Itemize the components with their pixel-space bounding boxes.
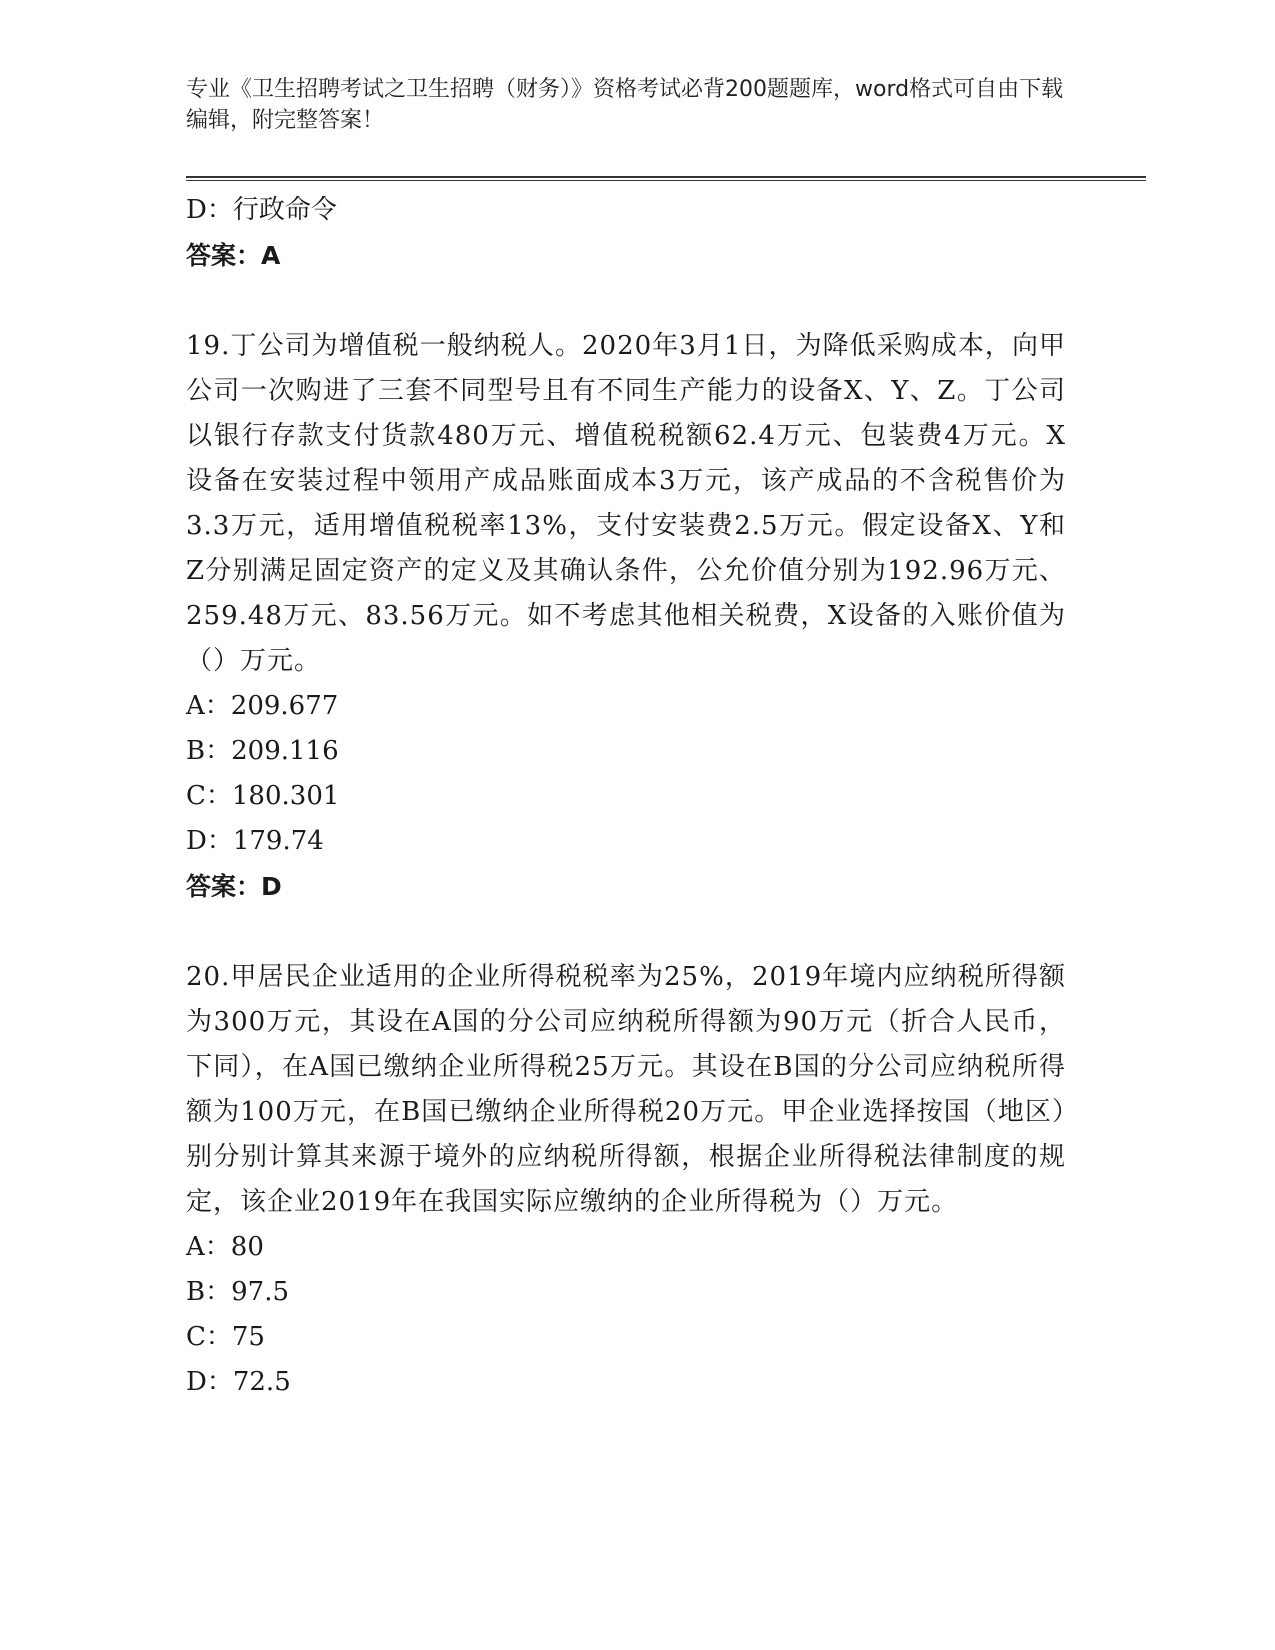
spacer: [186, 909, 1066, 955]
option-c: C：75: [186, 1322, 265, 1352]
spacer: [186, 278, 1066, 324]
prev-answer: 答案：A: [186, 241, 281, 270]
document-body: [186, 188, 1066, 1405]
question-stem: 20.甲居民企业适用的企业所得税税率为25%，2019年境内应纳税所得额为300万元，其设在A国的分公司应纳税所得额为90万元（折合人民币，下同），在A国已缴纳企业所得税25万元。其设在B国的分公司应纳税所得额为100万元，在B国已缴纳企业所得税20万元。甲企业选择按国（地区）别分别计算其来源于境外的应纳税所得额，根据企业所得税法律制度的规定，该企业2019年在我国实际应缴纳的企业所得税为（）万元。: [186, 962, 1066, 1217]
question-answer: 答案：D: [186, 872, 282, 901]
option-d: D：72.5: [186, 1367, 291, 1397]
option-b: B：97.5: [186, 1277, 289, 1307]
option-b: B：209.116: [186, 736, 339, 766]
page-header: 专业《卫生招聘考试之卫生招聘（财务）》资格考试必背200题题库，word格式可自由下载编辑，附完整答案！: [186, 77, 1064, 133]
option-d: D：179.74: [186, 826, 324, 856]
header-divider: [186, 176, 1146, 181]
question-20: [186, 955, 1066, 1405]
option-c: C：180.301: [186, 781, 340, 811]
question-19: [186, 324, 1066, 909]
option-a: A：209.677: [186, 691, 339, 721]
option-a: A：80: [186, 1232, 264, 1262]
question-stem: 19.丁公司为增值税一般纳税人。2020年3月1日，为降低采购成本，向甲公司一次购进了三套不同型号且有不同生产能力的设备X、Y、Z。丁公司以银行存款支付货款480万元、增值税税额62.4万元、包装费4万元。X设备在安装过程中领用产成品账面成本3万元，该产成品的不含税售价为3.3万元，适用增值税税率13%，支付安装费2.5万元。假定设备X、Y和Z分别满足固定资产的定义及其确认条件，公允价值分别为192.96万元、259.48万元、83.56万元。如不考虑其他相关税费，X设备的入账价值为（）万元。: [186, 331, 1066, 676]
prev-option-d: D：行政命令: [186, 195, 337, 225]
